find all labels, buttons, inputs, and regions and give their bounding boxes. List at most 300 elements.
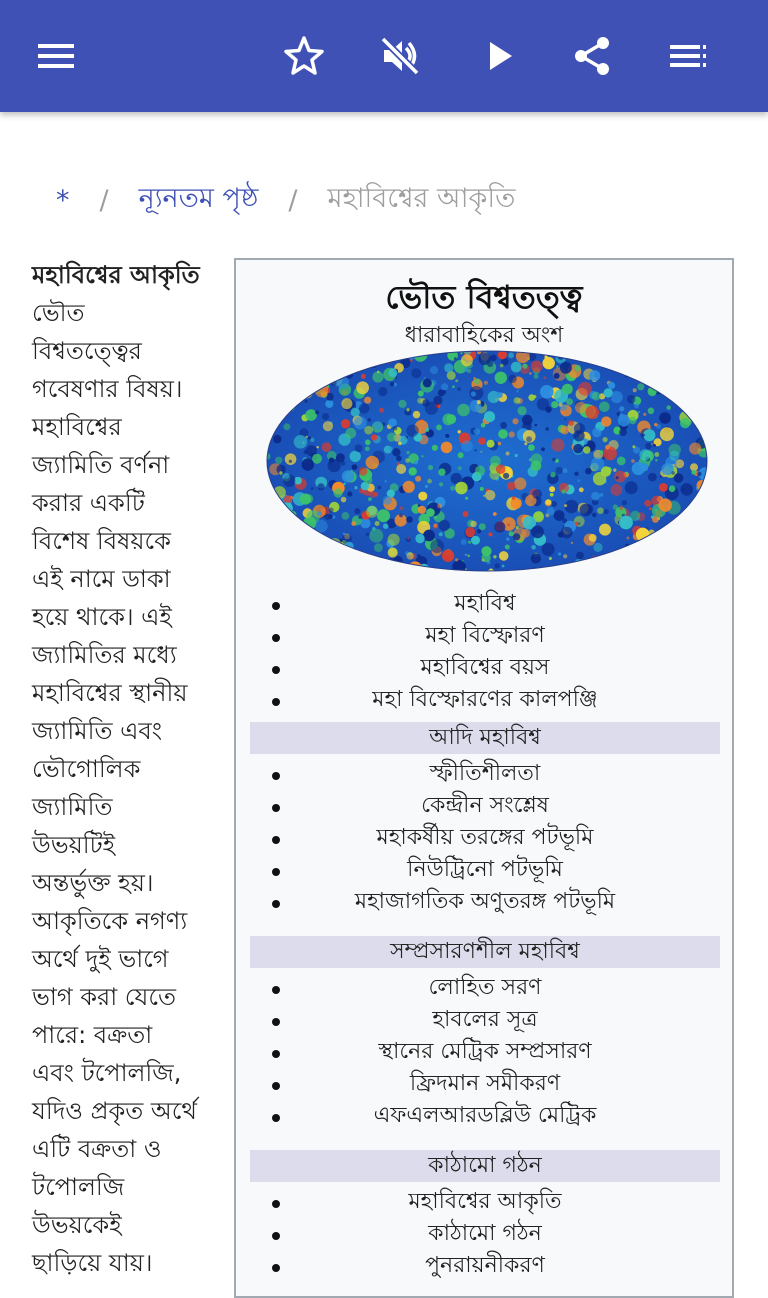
cmb-fluctuation-spot xyxy=(422,399,429,406)
cmb-fluctuation-spot xyxy=(423,378,432,387)
cmb-fluctuation-spot xyxy=(547,507,555,515)
star-icon xyxy=(282,34,326,78)
cmb-fluctuation-spot xyxy=(680,483,693,496)
cmb-fluctuation-spot xyxy=(649,507,652,510)
cmb-fluctuation-spot xyxy=(518,498,520,500)
cmb-fluctuation-spot xyxy=(700,351,704,355)
cmb-fluctuation-spot xyxy=(555,467,562,474)
cmb-fluctuation-spot xyxy=(704,395,708,402)
cmb-fluctuation-spot xyxy=(435,516,438,519)
cmb-fluctuation-spot xyxy=(310,374,318,382)
cmb-fluctuation-spot xyxy=(483,495,485,497)
cmb-fluctuation-spot xyxy=(679,396,688,405)
cmb-fluctuation-spot xyxy=(461,440,472,451)
cmb-fluctuation-spot xyxy=(366,506,378,518)
cmb-fluctuation-spot xyxy=(368,497,372,501)
cmb-fluctuation-spot xyxy=(377,509,390,522)
cmb-fluctuation-spot xyxy=(289,460,292,463)
cmb-fluctuation-spot xyxy=(696,552,708,566)
cmb-fluctuation-spot xyxy=(477,400,481,404)
cmb-fluctuation-spot xyxy=(436,425,442,431)
cmb-fluctuation-spot xyxy=(406,552,413,559)
cmb-fluctuation-spot xyxy=(474,378,480,384)
cmb-fluctuation-spot xyxy=(409,467,417,475)
cmb-fluctuation-spot xyxy=(589,370,600,381)
cmb-fluctuation-spot xyxy=(385,562,398,572)
cmb-fluctuation-spot xyxy=(599,402,610,413)
cmb-fluctuation-spot xyxy=(354,417,367,430)
cmb-fluctuation-spot xyxy=(675,459,684,468)
cmb-fluctuation-spot xyxy=(351,408,360,417)
cmb-fluctuation-spot xyxy=(579,487,584,492)
cmb-fluctuation-spot xyxy=(317,511,322,516)
cmb-fluctuation-spot xyxy=(657,533,668,544)
cmb-fluctuation-spot xyxy=(322,442,332,452)
cmb-fluctuation-spot xyxy=(306,379,308,381)
cmb-fluctuation-spot xyxy=(426,428,429,431)
cmb-fluctuation-spot xyxy=(296,397,300,401)
cmb-fluctuation-spot xyxy=(319,370,331,382)
infobox-link[interactable]: নিউট্রিনো পটভূমি xyxy=(250,854,720,886)
cmb-fluctuation-spot xyxy=(634,353,640,359)
cmb-fluctuation-spot xyxy=(356,381,369,394)
cmb-fluctuation-spot xyxy=(478,437,486,445)
cmb-fluctuation-spot xyxy=(493,512,497,516)
cmb-fluctuation-spot xyxy=(575,402,587,414)
cmb-fluctuation-spot xyxy=(383,524,388,529)
cmb-fluctuation-spot xyxy=(654,423,657,426)
cmb-fluctuation-spot xyxy=(489,532,493,536)
cmb-fluctuation-spot xyxy=(308,437,311,440)
cmb-fluctuation-spot xyxy=(689,443,701,455)
cmb-fluctuation-spot xyxy=(369,529,383,543)
cmb-fluctuation-spot xyxy=(312,559,314,561)
cmb-fluctuation-spot xyxy=(365,350,376,359)
infobox-section-list xyxy=(250,758,720,918)
cmb-fluctuation-spot xyxy=(563,468,568,473)
cmb-fluctuation-spot xyxy=(578,479,581,482)
infobox-link[interactable]: স্থানের মেট্রিক সম্প্রসারণ xyxy=(250,1036,720,1068)
cmb-fluctuation-spot xyxy=(537,398,549,410)
cmb-fluctuation-spot xyxy=(445,434,449,438)
breadcrumb-current: মহাবিশ্বের আকৃতি xyxy=(327,182,516,214)
cmb-fluctuation-spot xyxy=(554,373,560,379)
cmb-fluctuation-spot xyxy=(287,533,301,547)
cmb-fluctuation-spot xyxy=(673,464,675,466)
cmb-fluctuation-spot xyxy=(700,408,703,411)
infobox-link[interactable]: মহাবিশ্বের বয়স xyxy=(250,652,720,684)
cmb-fluctuation-spot xyxy=(585,468,591,474)
cmb-fluctuation-spot xyxy=(284,516,289,521)
cmb-fluctuation-spot xyxy=(654,452,659,457)
cmb-fluctuation-spot xyxy=(342,355,352,365)
cmb-fluctuation-spot xyxy=(552,458,556,462)
cmb-fluctuation-spot xyxy=(659,412,671,424)
cmb-fluctuation-spot xyxy=(697,350,700,353)
cmb-fluctuation-spot xyxy=(500,422,507,429)
cmb-fluctuation-spot xyxy=(560,426,569,435)
infobox-link[interactable]: মহাকর্ষীয় তরঙ্গের পটভূমি xyxy=(250,822,720,854)
cmb-fluctuation-spot xyxy=(680,418,690,428)
cmb-fluctuation-spot xyxy=(542,543,555,556)
cmb-fluctuation-spot xyxy=(418,391,424,397)
infobox-section-header[interactable]: কাঠামো গঠন xyxy=(250,1150,720,1182)
cmb-fluctuation-spot xyxy=(297,362,303,368)
cmb-fluctuation-spot xyxy=(364,476,373,485)
cmb-fluctuation-spot xyxy=(406,516,413,523)
cmb-fluctuation-spot xyxy=(571,542,573,544)
cmb-fluctuation-spot xyxy=(329,508,334,513)
cmb-fluctuation-spot xyxy=(626,537,629,540)
cmb-fluctuation-spot xyxy=(592,428,601,437)
cmb-fluctuation-spot xyxy=(458,452,464,458)
cmb-fluctuation-spot xyxy=(317,377,328,388)
cmb-fluctuation-spot xyxy=(379,408,384,413)
cmb-fluctuation-spot xyxy=(666,405,671,410)
cmb-fluctuation-spot xyxy=(511,362,522,373)
cmb-fluctuation-spot xyxy=(421,455,423,457)
cmb-fluctuation-spot xyxy=(305,400,308,403)
cmb-fluctuation-spot xyxy=(509,531,514,536)
cmb-fluctuation-spot xyxy=(398,400,406,408)
cmb-fluctuation-spot xyxy=(599,524,611,536)
cmb-fluctuation-spot xyxy=(446,414,456,424)
cmb-fluctuation-spot xyxy=(689,350,696,355)
cmb-fluctuation-spot xyxy=(508,375,516,383)
cmb-fluctuation-spot xyxy=(672,352,684,364)
cmb-fluctuation-spot xyxy=(302,385,306,389)
cmb-fluctuation-spot xyxy=(307,560,318,571)
cmb-fluctuation-spot xyxy=(390,382,394,386)
cmb-fluctuation-spot xyxy=(341,562,350,571)
cmb-fluctuation-spot xyxy=(701,417,708,426)
infobox-link[interactable]: স্ফীতিশীলতা xyxy=(250,758,720,790)
infobox-link[interactable]: এফএলআরডব্লিউ মেট্রিক xyxy=(250,1100,720,1132)
cmb-fluctuation-spot xyxy=(508,352,514,358)
cmb-fluctuation-spot xyxy=(271,405,276,410)
cmb-fluctuation-spot xyxy=(503,473,509,479)
cmb-fluctuation-spot xyxy=(455,379,458,382)
infobox-link[interactable]: কাঠামো গঠন xyxy=(250,1218,720,1250)
cmb-fluctuation-spot xyxy=(674,473,684,483)
cmb-fluctuation-spot xyxy=(341,398,352,409)
cmb-fluctuation-spot xyxy=(286,350,297,358)
play-button[interactable] xyxy=(470,28,526,84)
infobox-title[interactable]: ভৌত বিশ্বতত্ত্ব xyxy=(385,278,583,316)
cmb-fluctuation-spot xyxy=(399,514,403,518)
cmb-fluctuation-spot xyxy=(507,523,510,526)
share-button[interactable] xyxy=(564,28,620,84)
infobox-link[interactable]: হাবলের সূত্র xyxy=(250,1004,720,1036)
cmb-fluctuation-spot xyxy=(368,418,372,422)
cmb-fluctuation-spot xyxy=(671,552,682,563)
cmb-fluctuation-spot xyxy=(593,543,602,552)
cmb-fluctuation-spot xyxy=(418,506,426,514)
cmb-fluctuation-spot xyxy=(583,446,590,453)
infobox-link[interactable]: মহা বিস্ফোরণের কালপঞ্জি xyxy=(250,684,720,716)
cmb-fluctuation-spot xyxy=(300,350,306,355)
cmb-fluctuation-spot xyxy=(427,479,432,484)
cmb-fluctuation-spot xyxy=(273,385,281,393)
cmb-fluctuation-spot xyxy=(660,427,674,441)
cmb-fluctuation-spot xyxy=(701,531,708,538)
cmb-fluctuation-spot xyxy=(574,472,578,476)
cmb-fluctuation-spot xyxy=(665,371,676,382)
cmb-fluctuation-spot xyxy=(639,449,650,460)
breadcrumb-separator: / xyxy=(288,184,298,216)
cmb-fluctuation-spot xyxy=(604,560,613,569)
cmb-fluctuation-spot xyxy=(564,504,567,507)
cmb-fluctuation-spot xyxy=(333,545,341,553)
cmb-fluctuation-spot xyxy=(518,406,527,415)
cmb-fluctuation-spot xyxy=(345,428,356,439)
cmb-fluctuation-spot xyxy=(522,364,527,369)
cmb-fluctuation-spot xyxy=(653,444,656,447)
cmb-fluctuation-spot xyxy=(352,464,358,470)
cmb-fluctuation-spot xyxy=(487,440,495,448)
infobox-link[interactable]: পুনরায়নীকরণ xyxy=(250,1250,720,1282)
cmb-fluctuation-spot xyxy=(400,506,404,510)
cmb-fluctuation-spot xyxy=(458,430,461,433)
cmb-fluctuation-spot xyxy=(512,418,518,424)
cmb-fluctuation-spot xyxy=(669,485,676,492)
cmb-fluctuation-spot xyxy=(499,551,509,561)
cmb-fluctuation-spot xyxy=(437,503,442,508)
cmb-fluctuation-spot xyxy=(403,350,408,355)
cmb-fluctuation-spot xyxy=(341,419,350,428)
cmb-fluctuation-spot xyxy=(556,366,558,368)
cmb-fluctuation-spot xyxy=(686,521,699,534)
infobox-link[interactable]: মহাবিশ্বের আকৃতি xyxy=(250,1186,720,1218)
cmb-fluctuation-spot xyxy=(675,524,686,535)
cmb-fluctuation-spot xyxy=(329,515,333,519)
cmb-fluctuation-spot xyxy=(350,356,356,362)
cmb-fluctuation-spot xyxy=(496,464,506,474)
cmb-fluctuation-spot xyxy=(643,413,646,416)
cmb-fluctuation-spot xyxy=(592,392,601,401)
infobox-section-header[interactable]: আদি মহাবিশ্ব xyxy=(250,722,720,754)
cmb-fluctuation-spot xyxy=(302,357,309,364)
cmb-fluctuation-spot xyxy=(396,456,402,462)
cmb-fluctuation-spot xyxy=(697,472,701,476)
cmb-fluctuation-spot xyxy=(274,399,279,404)
article-line: ছাড়িয়ে যায়। xyxy=(32,1249,153,1277)
cmb-fluctuation-spot xyxy=(377,351,387,361)
cmb-fluctuation-spot xyxy=(291,361,297,367)
article-line: পারে: বক্রতা xyxy=(32,1021,153,1049)
cmb-fluctuation-spot xyxy=(439,482,443,486)
cmb-fluctuation-spot xyxy=(461,539,467,545)
cmb-fluctuation-spot xyxy=(454,357,457,360)
cmb-fluctuation-spot xyxy=(475,466,485,476)
article-line: এই নামে ডাকা xyxy=(32,565,171,593)
cmb-fluctuation-spot xyxy=(618,556,623,561)
cmb-fluctuation-spot xyxy=(591,457,604,470)
cmb-fluctuation-spot xyxy=(392,448,400,456)
share-icon xyxy=(570,34,614,78)
cmb-fluctuation-spot xyxy=(341,497,347,503)
cmb-fluctuation-spot xyxy=(516,526,519,529)
cmb-fluctuation-spot xyxy=(359,467,368,476)
cmb-fluctuation-spot xyxy=(463,511,469,517)
cmb-fluctuation-spot xyxy=(619,428,627,436)
cmb-fluctuation-spot xyxy=(413,411,420,418)
cmb-fluctuation-spot xyxy=(502,565,505,568)
cmb-fluctuation-spot xyxy=(354,508,360,514)
cmb-fluctuation-spot xyxy=(374,543,383,552)
cmb-fluctuation-spot xyxy=(515,454,518,457)
cmb-fluctuation-spot xyxy=(600,493,604,497)
cmb-fluctuation-spot xyxy=(266,360,272,368)
infobox-link[interactable]: মহাবিশ্ব xyxy=(250,588,720,620)
cmb-fluctuation-spot xyxy=(619,406,624,411)
cmb-fluctuation-spot xyxy=(396,564,405,572)
cmb-fluctuation-spot xyxy=(373,421,382,430)
cmb-fluctuation-spot xyxy=(354,486,357,489)
breadcrumb-parent-link[interactable]: ন্যূনতম পৃষ্ঠ xyxy=(138,182,259,214)
cmb-fluctuation-spot xyxy=(266,361,276,372)
cmb-fluctuation-spot xyxy=(480,487,484,491)
cmb-fluctuation-spot xyxy=(576,552,584,560)
cmb-fluctuation-spot xyxy=(284,495,292,503)
cmb-fluctuation-spot xyxy=(426,508,435,517)
article-line: ভৌগোলিক xyxy=(32,755,141,783)
cmb-fluctuation-spot xyxy=(528,444,535,451)
menu-button[interactable] xyxy=(28,28,84,84)
cmb-fluctuation-spot xyxy=(611,484,623,496)
cmb-fluctuation-spot xyxy=(296,526,300,530)
cmb-fluctuation-spot xyxy=(549,557,552,560)
cmb-fluctuation-spot xyxy=(689,377,699,387)
cmb-fluctuation-spot xyxy=(543,376,546,379)
cmb-fluctuation-spot xyxy=(592,513,597,518)
article-body xyxy=(32,256,220,1282)
infobox-link[interactable]: মহা বিস্ফোরণ xyxy=(250,620,720,652)
cmb-fluctuation-spot xyxy=(286,509,289,512)
cmb-fluctuation-spot xyxy=(479,523,486,530)
cmb-fluctuation-spot xyxy=(465,497,468,500)
cmb-fluctuation-spot xyxy=(444,363,453,372)
cmb-fluctuation-spot xyxy=(366,456,379,469)
cmb-fluctuation-spot xyxy=(500,364,504,368)
cmb-fluctuation-spot xyxy=(659,498,672,511)
cmb-fluctuation-spot xyxy=(439,532,443,536)
article-line: বিশ্বতত্ত্বের xyxy=(32,337,142,365)
cmb-fluctuation-spot xyxy=(315,410,319,414)
cmb-fluctuation-spot xyxy=(341,355,354,368)
cmb-fluctuation-spot xyxy=(631,459,635,463)
cmb-fluctuation-spot xyxy=(388,446,393,451)
cmb-fluctuation-spot xyxy=(398,564,404,570)
cmb-fluctuation-spot xyxy=(551,401,558,408)
article-line: উভয়টিই xyxy=(32,831,116,859)
cmb-fluctuation-spot xyxy=(393,426,398,431)
cmb-fluctuation-spot xyxy=(308,374,318,384)
cmb-fluctuation-spot xyxy=(533,395,536,398)
cmb-fluctuation-spot xyxy=(688,550,700,562)
cmb-fluctuation-spot xyxy=(299,372,310,383)
cmb-fluctuation-spot xyxy=(566,398,573,405)
infobox-link[interactable]: ফ্রিদমান সমীকরণ xyxy=(250,1068,720,1100)
cmb-fluctuation-spot xyxy=(484,411,495,422)
infobox-section-list xyxy=(250,972,720,1132)
cmb-fluctuation-spot xyxy=(455,482,468,495)
infobox-link[interactable]: মহাজাগতিক অণুতরঙ্গ পটভূমি xyxy=(250,886,720,918)
cmb-fluctuation-spot xyxy=(470,521,477,528)
cmb-fluctuation-spot xyxy=(442,550,454,562)
cmb-fluctuation-spot xyxy=(450,486,455,491)
cmb-fluctuation-spot xyxy=(279,471,282,474)
cmb-fluctuation-spot xyxy=(643,429,655,441)
cmb-fluctuation-spot xyxy=(285,538,291,544)
cmb-fluctuation-spot xyxy=(477,529,481,533)
article-line: যদিও প্রকৃত অর্থে xyxy=(32,1097,197,1125)
cmb-fluctuation-spot xyxy=(526,436,532,442)
cmb-fluctuation-spot xyxy=(563,554,567,558)
cmb-fluctuation-spot xyxy=(333,367,342,376)
infobox-section-list xyxy=(250,1186,720,1282)
infobox-intro-list xyxy=(250,588,720,716)
cmb-fluctuation-spot xyxy=(317,446,319,448)
volume-off-icon xyxy=(378,34,422,78)
cmb-fluctuation-spot xyxy=(637,383,644,390)
cmb-fluctuation-spot xyxy=(406,425,418,437)
cmb-fluctuation-spot xyxy=(471,536,480,545)
cmb-fluctuation-spot xyxy=(587,562,595,570)
cmb-fluctuation-spot xyxy=(627,395,636,404)
cmb-fluctuation-spot xyxy=(480,451,482,453)
cmb-fluctuation-spot xyxy=(521,529,530,538)
cmb-fluctuation-spot xyxy=(574,365,581,372)
cmb-fluctuation-spot xyxy=(396,464,406,474)
cmb-fluctuation-spot xyxy=(561,489,565,493)
cmb-fluctuation-spot xyxy=(465,527,475,537)
cmb-fluctuation-spot xyxy=(613,468,616,471)
cmb-fluctuation-spot xyxy=(342,470,354,482)
cmb-fluctuation-spot xyxy=(513,533,520,540)
cmb-fluctuation-spot xyxy=(688,369,696,377)
cmb-sky-map-image[interactable] xyxy=(266,350,708,572)
cmb-fluctuation-spot xyxy=(642,434,645,437)
playlist-button[interactable] xyxy=(660,28,716,84)
breadcrumb-home-link[interactable]: * xyxy=(56,184,70,216)
article-line: জ্যামিতির মধ্যে xyxy=(32,641,177,669)
cmb-fluctuation-spot xyxy=(407,537,410,540)
infobox-section-header[interactable]: সম্প্রসারণশীল মহাবিশ্ব xyxy=(250,936,720,968)
cmb-fluctuation-spot xyxy=(474,428,480,434)
cmb-fluctuation-spot xyxy=(484,381,488,385)
cmb-fluctuation-spot xyxy=(625,481,638,494)
mute-button[interactable] xyxy=(372,28,428,84)
cmb-fluctuation-spot xyxy=(645,557,650,562)
cmb-fluctuation-spot xyxy=(531,453,543,465)
cmb-fluctuation-spot xyxy=(337,355,350,368)
cmb-fluctuation-spot xyxy=(364,397,371,404)
cmb-fluctuation-spot xyxy=(597,507,604,514)
cmb-fluctuation-spot xyxy=(415,476,421,482)
cmb-fluctuation-spot xyxy=(441,383,448,390)
article-text xyxy=(32,299,197,1277)
cmb-fluctuation-spot xyxy=(287,403,295,411)
cmb-fluctuation-spot xyxy=(394,563,402,571)
cmb-fluctuation-spot xyxy=(358,516,361,519)
cmb-fluctuation-spot xyxy=(573,430,584,441)
infobox-link[interactable]: কেন্দ্রীন সংশ্লেষ xyxy=(250,790,720,822)
infobox-link[interactable]: লোহিত সরণ xyxy=(250,972,720,1004)
cmb-fluctuation-spot xyxy=(330,550,334,554)
cmb-fluctuation-spot xyxy=(702,518,708,530)
favorite-button[interactable] xyxy=(276,28,332,84)
